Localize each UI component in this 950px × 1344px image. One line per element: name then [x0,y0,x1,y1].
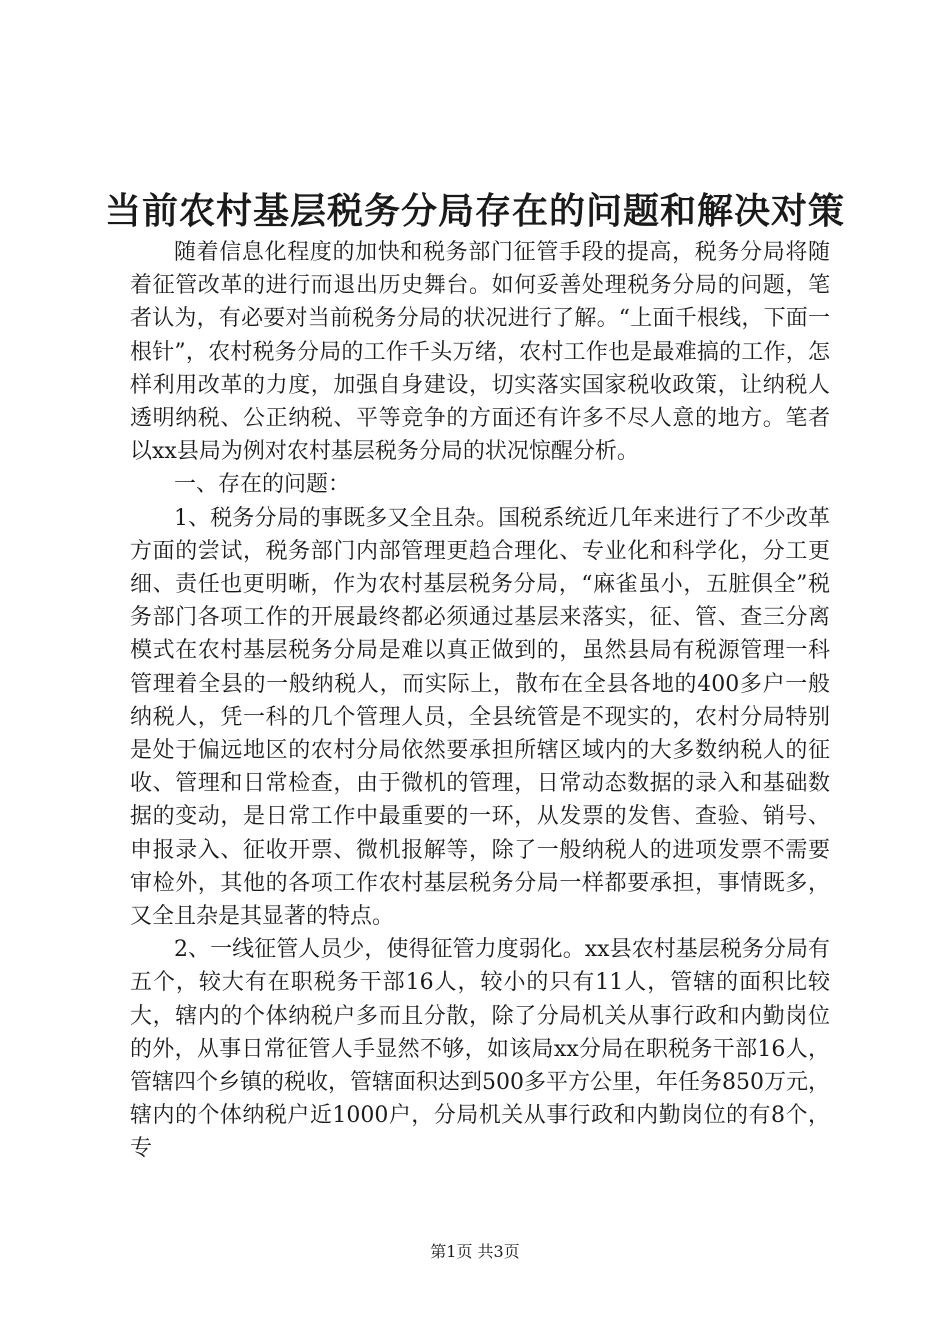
document-body [130,236,830,1166]
document-title: 当前农村基层税务分局存在的问题和解决对策 [104,190,845,232]
paragraph-item-2: 2、一线征管人员少，使得征管力度弱化。xx县农村基层税务分局有五个，较大有在职税务干部16人，较小的只有11人，管辖的面积比较大，辖内的个体纳税户多而且分散，除了分局机关从事行政和内勤岗位的外，从事日常征管人手显然不够，如该局xx分局在职税务干部16人，管辖四个乡镇的税收，管辖面积达到500多平方公里，年任务850万元，辖内的个体纳税户近1000户，分局机关从事行政和内勤岗位的有8个，专 [130,937,830,1162]
paragraph-item-1: 1、税务分局的事既多又全且杂。国税系统近几年来进行了不少改革方面的尝试，税务部门内部管理更趋合理化、专业化和科学化，分工更细、责任也更明晰，作为农村基层税务分局，“麻雀虽小，五脏俱全”税务部门各项工作的开展最终都必须通过基层来落实，征、管、查三分离模式在农村基层税务分局是难以真正做到的，虽然县局有税源管理一科管理着全县的一般纳税人，而实际上，散布在全县各地的400多户一般纳税人，凭一科的几个管理人员，全县统管是不现实的，农村分局特别是处于偏远地区的农村分局依然要承担所辖区域内的大多数纳税人的征收、管理和日常检查，由于微机的管理，日常动态数据的录入和基础数据的变动，是日常工作中最重要的一环，从发票的发售、查验、销号、申报录入、征收开票、微机报解等，除了一般纳税人的进项发票不需要审检外，其他的各项工作农村基层税务分局一样都要承担，事情既多，又全且杂是其显著的特点。 [130,505,830,930]
page-footer: 第1页 共3页 [430,1242,520,1261]
paragraph-section-heading: 一、存在的问题： [174,472,351,498]
paragraph-intro: 随着信息化程度的加快和税务部门征管手段的提高，税务分局将随着征管改革的进行而退出历史舞台。如何妥善处理税务分局的问题，笔者认为，有必要对当前税务分局的状况进行了解。“上面千根线，下面一根针”，农村税务分局的工作千头万绪，农村工作也是最难搞的工作，怎样利用改革的力度，加强自身建设，切实落实国家税收政策，让纳税人透明纳税、公正纳税、平等竞争的方面还有许多不尽人意的地方。笔者以xx县局为例对农村基层税务分局的状况惊醒分析。 [130,240,830,465]
